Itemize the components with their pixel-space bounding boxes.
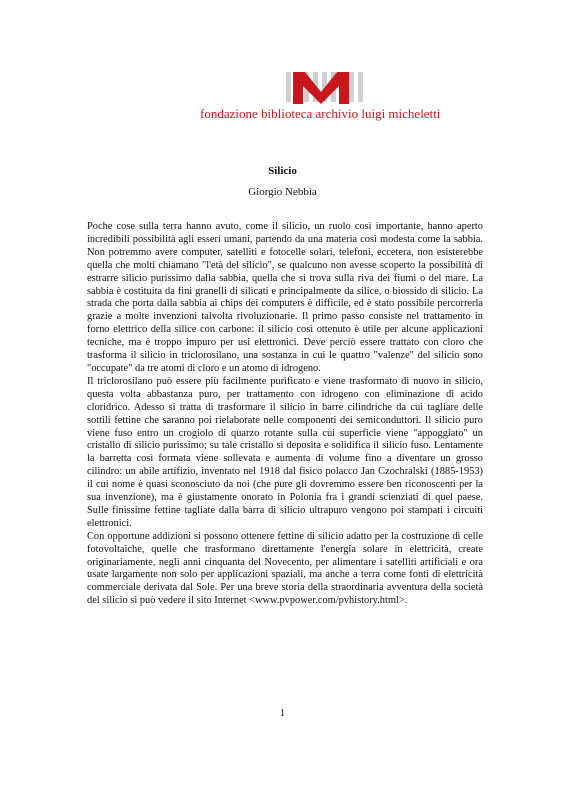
paragraph: Il triclorosilano può essere più facilmente purificato e viene trasformato di nuovo in silicio, questa volta abbastanza puro, per trattamento con idrogeno con eliminazione di acido cloridrico. Adesso si tratta di trasformare il silicio in barre cilindriche da cui tagliare delle sottili fettine che saranno poi rielaborate nelle componenti dei semiconduttori. Il silicio puro viene fuso entro un crogiolo di quarzo rotante sulla cui superficie viene "appoggiato" un cristallo di silicio purissimo; su tale cristallo si deposita e solidifica il silicio fuso. Lentamente la barretta così formata viene sollevata e aumenta di volume fino a diventare un grosso cilindro: un abile artifizio, inventato nel 1918 dal fisico polacco Jan Czochralski (1885-1953) il cui nome è quasi sconosciuto da noi (che pure gli dovremmo essere ben riconoscenti per la sua invenzione), ma è giustamente onorato in Polonia fra i grandi scienziati di quel paese. Sulle finissime fettine tagliate dalla barra di silicio ultrapuro vengono poi stampati i circuiti elettronici. [87,375,483,529]
document-title: Silicio [268,165,297,177]
foundation-logo [200,72,450,121]
logo-text: fondazione biblioteca archivio luigi micheletti [200,106,441,121]
logo-m-icon [291,70,351,104]
document-body [87,221,483,608]
page-number: 1 [280,708,285,719]
paragraph: Con opportune addizioni si possono ottenere fettine di silicio adatto per la costruzione di celle fotovoltaiche, quelle che trasformano direttamente l'energia solare in elettricità, create originariamente, negli anni cinquanta del Novecento, per alimentare i satelliti artificiali e ora usate largamente non solo per applicazioni spaziali, ma anche a terra come fonti di elettricità commerciale derivata dal Sole. Per una breve storia della straordinaria avventura della società del silicio si può vedere il sito Internet <www.pvpower.com/pvhistory.html>. [87,530,483,607]
paragraph: Poche cose sulla terra hanno avuto, come il silicio, un ruolo così importante, hanno aperto incredibili possibilità agli esseri umani, partendo da una materia così modesta come la sabbia. Non potremmo avere computer, satelliti e fotocelle solari, telefoni, eccetera, non esisterebbe quella che molti chiamano "l'età del silicio", se qualcuno non avesse scoperto la possibilità di estrarre silicio purissimo dalla sabbia, quella che si trova sulla riva dei fiumi o del mare. La sabbia è costituita da fini granelli di silicati e principalmente da silice, o biossido di silicio. La strada che porta dalla sabbia ai chips dei computers è difficile, ed è stato possibile percorrerla grazie a molte invenzioni talvolta rivoluzionarie. Il primo passo consiste nel trattamento in forno elettrico della silice con carbone: il silicio così ottenuto è utile per alcune applicazioni tecniche, ma è troppo impuro per usi elettronici. Deve perciò essere trattato con cloro che trasforma il silicio in triclorosilano, una sostanza in cui le quattro "valenze" del silicio sono "occupate" da tre atomi di cloro e un atomo di idrogeno. [87,221,483,374]
document-author: Giorgio Nebbia [248,186,317,198]
